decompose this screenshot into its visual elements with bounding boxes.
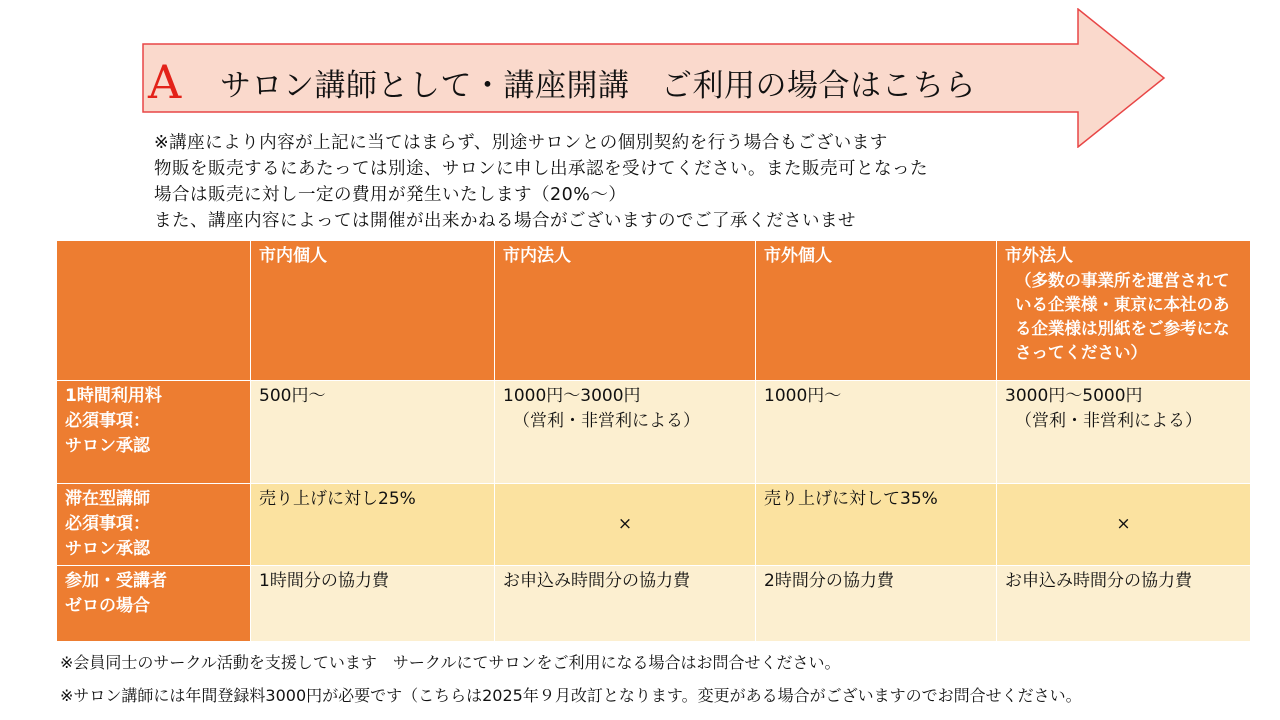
note-line: また、講座内容によっては開催が出来かねる場合がございますのでご了承くださいませ bbox=[154, 211, 856, 231]
header-label: 市内法人 bbox=[503, 246, 571, 266]
header-corner-cell bbox=[57, 241, 251, 381]
row-label-line: サロン承認 bbox=[65, 436, 150, 456]
cell-value: 2時間分の協力費 bbox=[764, 571, 894, 591]
table-row bbox=[57, 381, 1251, 484]
table-cell bbox=[495, 484, 756, 566]
cell-value: 売り上げに対して35% bbox=[764, 489, 938, 509]
table-cell bbox=[495, 566, 756, 642]
pricing-table bbox=[56, 240, 1251, 642]
note-line: ※講座により内容が上記に当てはまらず、別途サロンとの個別契約を行う場合もございます bbox=[154, 133, 888, 153]
cell-value: お申込み時間分の協力費 bbox=[1005, 571, 1192, 591]
note-line: 場合は販売に対し一定の費用が発生いたします（20%～） bbox=[154, 185, 627, 205]
banner-letter: A bbox=[148, 55, 182, 109]
header-label: 市内個人 bbox=[259, 246, 327, 266]
row-label-line: 参加・受講者 bbox=[65, 571, 167, 591]
table-cell bbox=[997, 484, 1251, 566]
header-note: （多数の事業所を運営されている企業様・東京に本社のある企業様は別紙をご参考になさってください） bbox=[1015, 271, 1230, 362]
notes-block bbox=[154, 130, 928, 234]
table-header-row bbox=[57, 241, 1251, 381]
banner-title: サロン講師として・講座開講 ご利用の場合はこちら bbox=[220, 67, 976, 104]
table-row bbox=[57, 484, 1251, 566]
table-row bbox=[57, 566, 1251, 642]
table-cell bbox=[756, 566, 997, 642]
header-cell-city-corporate bbox=[495, 241, 756, 381]
cell-value: 1時間分の協力費 bbox=[259, 571, 389, 591]
footnote-line: ※会員同士のサークル活動を支援しています サークルにてサロンをご利用になる場合はお問合せください。 bbox=[60, 653, 841, 672]
row-header-hourly-fee bbox=[57, 381, 251, 484]
row-label-line: 必須事項： bbox=[65, 514, 150, 534]
cell-value: 1000円～ bbox=[764, 386, 842, 406]
cell-value: × bbox=[1116, 514, 1131, 534]
row-label-line: 滞在型講師 bbox=[65, 489, 150, 509]
row-label-line: 必須事項： bbox=[65, 411, 150, 431]
cell-value: 500円～ bbox=[259, 386, 326, 406]
cell-value: 1000円～3000円 bbox=[503, 386, 641, 406]
cell-subvalue: （営利・非営利による） bbox=[513, 411, 700, 431]
table-cell bbox=[251, 484, 495, 566]
header-cell-city-individual bbox=[251, 241, 495, 381]
cell-value: × bbox=[617, 514, 633, 534]
cell-value: 3000円～5000円 bbox=[1005, 386, 1143, 406]
arrow-content bbox=[142, 44, 976, 120]
row-label-line: 1時間利用料 bbox=[65, 386, 162, 406]
table-cell bbox=[997, 566, 1251, 642]
row-label-line: サロン承認 bbox=[65, 539, 150, 559]
header-label: 市外法人 bbox=[1005, 246, 1073, 266]
header-cell-outside-corporate bbox=[997, 241, 1251, 381]
title-arrow-banner bbox=[142, 8, 1166, 148]
row-header-zero-participants bbox=[57, 566, 251, 642]
cell-value: 売り上げに対し25% bbox=[259, 489, 416, 509]
table-cell bbox=[495, 381, 756, 484]
table-cell bbox=[251, 381, 495, 484]
header-label: 市外個人 bbox=[764, 246, 832, 266]
footnotes-block bbox=[60, 646, 1082, 712]
table-cell bbox=[251, 566, 495, 642]
table-cell bbox=[756, 381, 997, 484]
table-cell bbox=[997, 381, 1251, 484]
row-label-line: ゼロの場合 bbox=[65, 596, 150, 616]
header-cell-outside-individual bbox=[756, 241, 997, 381]
note-line: 物販を販売するにあたっては別途、サロンに申し出承認を受けてください。また販売可となった bbox=[154, 159, 928, 179]
row-header-resident-instructor bbox=[57, 484, 251, 566]
footnote-line: ※サロン講師には年間登録料3000円が必要です（こちらは2025年９月改訂となります。変更がある場合がございますのでお問合せください。 bbox=[60, 686, 1082, 705]
cell-subvalue: （営利・非営利による） bbox=[1015, 411, 1202, 431]
cell-value: お申込み時間分の協力費 bbox=[503, 571, 690, 591]
table-cell bbox=[756, 484, 997, 566]
